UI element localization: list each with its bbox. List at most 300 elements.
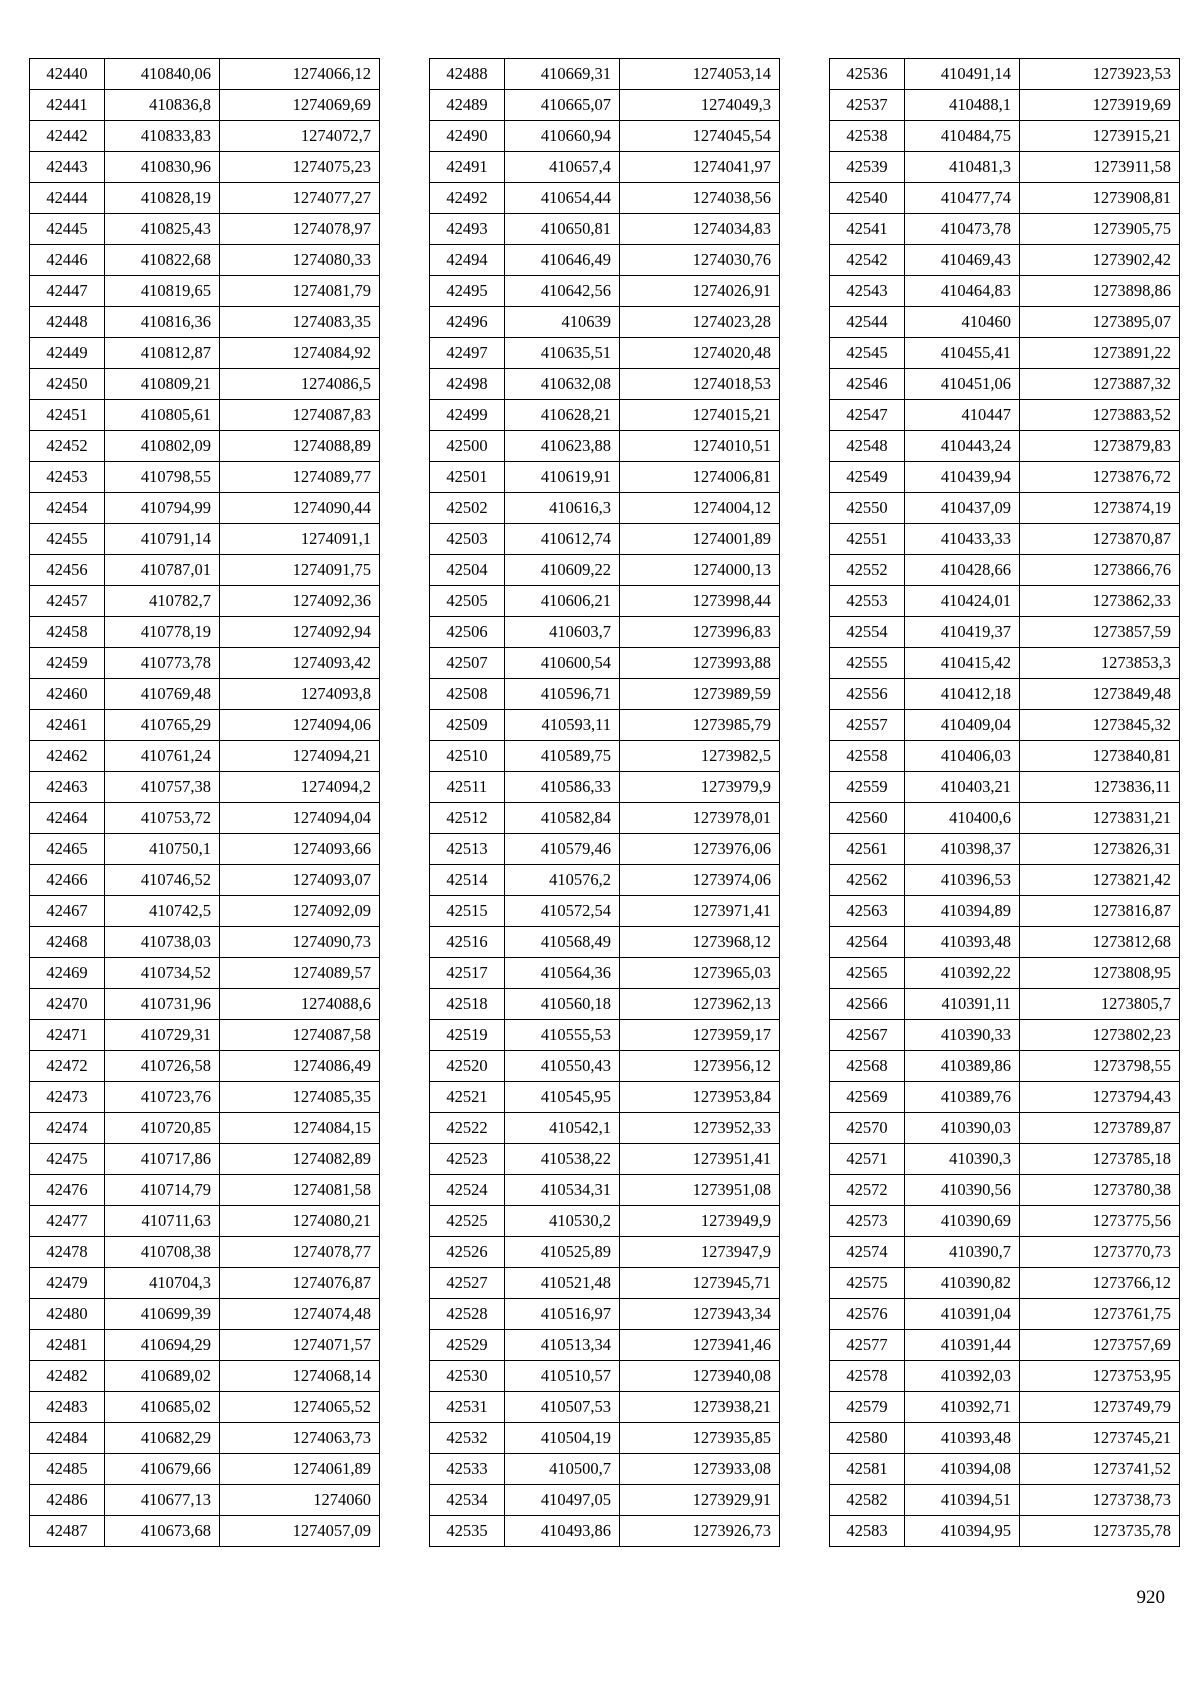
point-number-cell: 42519 [430, 1020, 505, 1051]
y-coordinate-cell: 1274034,83 [620, 214, 780, 245]
table-row [30, 214, 380, 245]
x-coordinate-cell: 410390,3 [905, 1144, 1020, 1175]
table-row [430, 1516, 780, 1547]
y-coordinate-cell: 1273874,19 [1020, 493, 1180, 524]
table-row [430, 214, 780, 245]
y-coordinate-cell: 1274053,14 [620, 59, 780, 90]
x-coordinate-cell: 410391,11 [905, 989, 1020, 1020]
y-coordinate-cell: 1273998,44 [620, 586, 780, 617]
point-number-cell: 42503 [430, 524, 505, 555]
y-coordinate-cell: 1273812,68 [1020, 927, 1180, 958]
y-coordinate-cell: 1274030,76 [620, 245, 780, 276]
table-row [430, 1051, 780, 1082]
x-coordinate-cell: 410389,76 [905, 1082, 1020, 1113]
x-coordinate-cell: 410510,57 [505, 1361, 620, 1392]
x-coordinate-cell: 410809,21 [105, 369, 220, 400]
table-row [30, 1299, 380, 1330]
y-coordinate-cell: 1273968,12 [620, 927, 780, 958]
table-row [830, 493, 1180, 524]
y-coordinate-cell: 1273826,31 [1020, 834, 1180, 865]
table-row [830, 1113, 1180, 1144]
x-coordinate-cell: 410609,22 [505, 555, 620, 586]
x-coordinate-cell: 410794,99 [105, 493, 220, 524]
y-coordinate-cell: 1273845,32 [1020, 710, 1180, 741]
x-coordinate-cell: 410572,54 [505, 896, 620, 927]
y-coordinate-cell: 1274078,97 [220, 214, 380, 245]
x-coordinate-cell: 410390,69 [905, 1206, 1020, 1237]
x-coordinate-cell: 410694,29 [105, 1330, 220, 1361]
y-coordinate-cell: 1273887,32 [1020, 369, 1180, 400]
point-number-cell: 42504 [430, 555, 505, 586]
y-coordinate-cell: 1273953,84 [620, 1082, 780, 1113]
x-coordinate-cell: 410828,19 [105, 183, 220, 214]
table-row [30, 927, 380, 958]
x-coordinate-cell: 410392,03 [905, 1361, 1020, 1392]
table-row [830, 555, 1180, 586]
x-coordinate-cell: 410396,53 [905, 865, 1020, 896]
point-number-cell: 42445 [30, 214, 105, 245]
x-coordinate-cell: 410742,5 [105, 896, 220, 927]
y-coordinate-cell: 1273951,41 [620, 1144, 780, 1175]
point-number-cell: 42555 [830, 648, 905, 679]
y-coordinate-cell: 1274089,77 [220, 462, 380, 493]
point-number-cell: 42514 [430, 865, 505, 896]
y-coordinate-cell: 1273940,08 [620, 1361, 780, 1392]
point-number-cell: 42472 [30, 1051, 105, 1082]
y-coordinate-cell: 1273745,21 [1020, 1423, 1180, 1454]
table-row [430, 896, 780, 927]
table-row [830, 400, 1180, 431]
y-coordinate-cell: 1274092,94 [220, 617, 380, 648]
point-number-cell: 42559 [830, 772, 905, 803]
point-number-cell: 42517 [430, 958, 505, 989]
x-coordinate-cell: 410628,21 [505, 400, 620, 431]
table-row [830, 1268, 1180, 1299]
x-coordinate-cell: 410746,52 [105, 865, 220, 896]
y-coordinate-cell: 1273947,9 [620, 1237, 780, 1268]
x-coordinate-cell: 410538,22 [505, 1144, 620, 1175]
x-coordinate-cell: 410576,2 [505, 865, 620, 896]
point-number-cell: 42458 [30, 617, 105, 648]
x-coordinate-cell: 410530,2 [505, 1206, 620, 1237]
point-number-cell: 42571 [830, 1144, 905, 1175]
y-coordinate-cell: 1274083,35 [220, 307, 380, 338]
y-coordinate-cell: 1274088,6 [220, 989, 380, 1020]
y-coordinate-cell: 1273982,5 [620, 741, 780, 772]
table-row [430, 152, 780, 183]
point-number-cell: 42563 [830, 896, 905, 927]
table-row [430, 431, 780, 462]
table-row [430, 369, 780, 400]
y-coordinate-cell: 1273979,9 [620, 772, 780, 803]
point-number-cell: 42568 [830, 1051, 905, 1082]
point-number-cell: 42485 [30, 1454, 105, 1485]
table-row [430, 338, 780, 369]
y-coordinate-cell: 1274092,36 [220, 586, 380, 617]
table-row [830, 679, 1180, 710]
point-number-cell: 42567 [830, 1020, 905, 1051]
point-number-cell: 42546 [830, 369, 905, 400]
table-row [430, 1330, 780, 1361]
point-number-cell: 42570 [830, 1113, 905, 1144]
y-coordinate-cell: 1274069,69 [220, 90, 380, 121]
x-coordinate-cell: 410650,81 [505, 214, 620, 245]
point-number-cell: 42543 [830, 276, 905, 307]
point-number-cell: 42529 [430, 1330, 505, 1361]
x-coordinate-cell: 410391,04 [905, 1299, 1020, 1330]
point-number-cell: 42550 [830, 493, 905, 524]
y-coordinate-cell: 1273741,52 [1020, 1454, 1180, 1485]
point-number-cell: 42518 [430, 989, 505, 1020]
y-coordinate-cell: 1274085,35 [220, 1082, 380, 1113]
table-row [830, 462, 1180, 493]
x-coordinate-cell: 410731,96 [105, 989, 220, 1020]
point-number-cell: 42544 [830, 307, 905, 338]
table-row [830, 121, 1180, 152]
table-row [30, 307, 380, 338]
x-coordinate-cell: 410819,65 [105, 276, 220, 307]
point-number-cell: 42443 [30, 152, 105, 183]
x-coordinate-cell: 410714,79 [105, 1175, 220, 1206]
table-row [30, 1237, 380, 1268]
table-row [30, 1516, 380, 1547]
table-row [830, 1516, 1180, 1547]
x-coordinate-cell: 410460 [905, 307, 1020, 338]
point-number-cell: 42498 [430, 369, 505, 400]
y-coordinate-cell: 1273938,21 [620, 1392, 780, 1423]
table-row [30, 1330, 380, 1361]
table-row [430, 1082, 780, 1113]
y-coordinate-cell: 1273794,43 [1020, 1082, 1180, 1113]
table-row [30, 865, 380, 896]
y-coordinate-cell: 1273989,59 [620, 679, 780, 710]
x-coordinate-cell: 410491,14 [905, 59, 1020, 90]
x-coordinate-cell: 410398,37 [905, 834, 1020, 865]
x-coordinate-cell: 410488,1 [905, 90, 1020, 121]
table-row [30, 1392, 380, 1423]
y-coordinate-cell: 1273805,7 [1020, 989, 1180, 1020]
table-row [430, 586, 780, 617]
table-row [30, 803, 380, 834]
x-coordinate-cell: 410729,31 [105, 1020, 220, 1051]
y-coordinate-cell: 1273802,23 [1020, 1020, 1180, 1051]
y-coordinate-cell: 1273766,12 [1020, 1268, 1180, 1299]
y-coordinate-cell: 1273965,03 [620, 958, 780, 989]
y-coordinate-cell: 1274086,5 [220, 369, 380, 400]
x-coordinate-cell: 410791,14 [105, 524, 220, 555]
x-coordinate-cell: 410679,66 [105, 1454, 220, 1485]
x-coordinate-cell: 410579,46 [505, 834, 620, 865]
point-number-cell: 42475 [30, 1144, 105, 1175]
table-row [30, 338, 380, 369]
y-coordinate-cell: 1273908,81 [1020, 183, 1180, 214]
table-row [430, 1423, 780, 1454]
point-number-cell: 42549 [830, 462, 905, 493]
y-coordinate-cell: 1273857,59 [1020, 617, 1180, 648]
x-coordinate-cell: 410769,48 [105, 679, 220, 710]
x-coordinate-cell: 410437,09 [905, 493, 1020, 524]
x-coordinate-cell: 410812,87 [105, 338, 220, 369]
y-coordinate-cell: 1274078,77 [220, 1237, 380, 1268]
table-row [830, 896, 1180, 927]
table-row [430, 90, 780, 121]
table-row [430, 834, 780, 865]
x-coordinate-cell: 410802,09 [105, 431, 220, 462]
table-row [430, 679, 780, 710]
y-coordinate-cell: 1274061,89 [220, 1454, 380, 1485]
x-coordinate-cell: 410406,03 [905, 741, 1020, 772]
x-coordinate-cell: 410589,75 [505, 741, 620, 772]
x-coordinate-cell: 410600,54 [505, 648, 620, 679]
point-number-cell: 42487 [30, 1516, 105, 1547]
x-coordinate-cell: 410646,49 [505, 245, 620, 276]
point-number-cell: 42449 [30, 338, 105, 369]
point-number-cell: 42457 [30, 586, 105, 617]
table-row [430, 1299, 780, 1330]
coordinate-table-3 [829, 58, 1180, 1547]
table-row [30, 958, 380, 989]
x-coordinate-cell: 410596,71 [505, 679, 620, 710]
point-number-cell: 42478 [30, 1237, 105, 1268]
x-coordinate-cell: 410473,78 [905, 214, 1020, 245]
table-row [430, 865, 780, 896]
y-coordinate-cell: 1273775,56 [1020, 1206, 1180, 1237]
table-row [830, 1454, 1180, 1485]
y-coordinate-cell: 1273738,73 [1020, 1485, 1180, 1516]
point-number-cell: 42444 [30, 183, 105, 214]
point-number-cell: 42562 [830, 865, 905, 896]
point-number-cell: 42486 [30, 1485, 105, 1516]
x-coordinate-cell: 410825,43 [105, 214, 220, 245]
y-coordinate-cell: 1274065,52 [220, 1392, 380, 1423]
point-number-cell: 42442 [30, 121, 105, 152]
y-coordinate-cell: 1274087,58 [220, 1020, 380, 1051]
point-number-cell: 42523 [430, 1144, 505, 1175]
point-number-cell: 42510 [430, 741, 505, 772]
point-number-cell: 42569 [830, 1082, 905, 1113]
y-coordinate-cell: 1273808,95 [1020, 958, 1180, 989]
y-coordinate-cell: 1274091,75 [220, 555, 380, 586]
point-number-cell: 42520 [430, 1051, 505, 1082]
x-coordinate-cell: 410708,38 [105, 1237, 220, 1268]
table-row [830, 989, 1180, 1020]
y-coordinate-cell: 1274038,56 [620, 183, 780, 214]
x-coordinate-cell: 410443,24 [905, 431, 1020, 462]
x-coordinate-cell: 410833,83 [105, 121, 220, 152]
y-coordinate-cell: 1273862,33 [1020, 586, 1180, 617]
point-number-cell: 42480 [30, 1299, 105, 1330]
x-coordinate-cell: 410393,48 [905, 927, 1020, 958]
point-number-cell: 42512 [430, 803, 505, 834]
x-coordinate-cell: 410787,01 [105, 555, 220, 586]
table-row [830, 1144, 1180, 1175]
table-row [30, 896, 380, 927]
x-coordinate-cell: 410507,53 [505, 1392, 620, 1423]
point-number-cell: 42506 [430, 617, 505, 648]
table-row [30, 1175, 380, 1206]
table-row [830, 1330, 1180, 1361]
x-coordinate-cell: 410822,68 [105, 245, 220, 276]
y-coordinate-cell: 1274091,1 [220, 524, 380, 555]
x-coordinate-cell: 410389,86 [905, 1051, 1020, 1082]
point-number-cell: 42483 [30, 1392, 105, 1423]
x-coordinate-cell: 410654,44 [505, 183, 620, 214]
point-number-cell: 42531 [430, 1392, 505, 1423]
y-coordinate-cell: 1274057,09 [220, 1516, 380, 1547]
y-coordinate-cell: 1274049,3 [620, 90, 780, 121]
y-coordinate-cell: 1273996,83 [620, 617, 780, 648]
point-number-cell: 42453 [30, 462, 105, 493]
table-row [30, 1020, 380, 1051]
point-number-cell: 42540 [830, 183, 905, 214]
point-number-cell: 42466 [30, 865, 105, 896]
point-number-cell: 42525 [430, 1206, 505, 1237]
x-coordinate-cell: 410464,83 [905, 276, 1020, 307]
point-number-cell: 42446 [30, 245, 105, 276]
x-coordinate-cell: 410394,08 [905, 1454, 1020, 1485]
y-coordinate-cell: 1273749,79 [1020, 1392, 1180, 1423]
point-number-cell: 42502 [430, 493, 505, 524]
y-coordinate-cell: 1273895,07 [1020, 307, 1180, 338]
x-coordinate-cell: 410513,34 [505, 1330, 620, 1361]
point-number-cell: 42558 [830, 741, 905, 772]
y-coordinate-cell: 1274001,89 [620, 524, 780, 555]
y-coordinate-cell: 1273926,73 [620, 1516, 780, 1547]
table-row [430, 1206, 780, 1237]
y-coordinate-cell: 1273816,87 [1020, 896, 1180, 927]
point-number-cell: 42581 [830, 1454, 905, 1485]
x-coordinate-cell: 410635,51 [505, 338, 620, 369]
x-coordinate-cell: 410773,78 [105, 648, 220, 679]
point-number-cell: 42499 [430, 400, 505, 431]
point-number-cell: 42497 [430, 338, 505, 369]
x-coordinate-cell: 410669,31 [505, 59, 620, 90]
y-coordinate-cell: 1274089,57 [220, 958, 380, 989]
point-number-cell: 42574 [830, 1237, 905, 1268]
table-row [430, 1485, 780, 1516]
coordinate-table-1 [29, 58, 380, 1547]
y-coordinate-cell: 1273943,34 [620, 1299, 780, 1330]
x-coordinate-cell: 410412,18 [905, 679, 1020, 710]
x-coordinate-cell: 410798,55 [105, 462, 220, 493]
y-coordinate-cell: 1273735,78 [1020, 1516, 1180, 1547]
y-coordinate-cell: 1273870,87 [1020, 524, 1180, 555]
y-coordinate-cell: 1274093,66 [220, 834, 380, 865]
x-coordinate-cell: 410632,08 [505, 369, 620, 400]
x-coordinate-cell: 410704,3 [105, 1268, 220, 1299]
point-number-cell: 42548 [830, 431, 905, 462]
x-coordinate-cell: 410805,61 [105, 400, 220, 431]
table-row [830, 183, 1180, 214]
x-coordinate-cell: 410582,84 [505, 803, 620, 834]
y-coordinate-cell: 1273952,33 [620, 1113, 780, 1144]
table-row [830, 741, 1180, 772]
point-number-cell: 42448 [30, 307, 105, 338]
x-coordinate-cell: 410761,24 [105, 741, 220, 772]
point-number-cell: 42476 [30, 1175, 105, 1206]
table-row [830, 586, 1180, 617]
x-coordinate-cell: 410469,43 [905, 245, 1020, 276]
y-coordinate-cell: 1273919,69 [1020, 90, 1180, 121]
y-coordinate-cell: 1274006,81 [620, 462, 780, 493]
point-number-cell: 42460 [30, 679, 105, 710]
x-coordinate-cell: 410493,86 [505, 1516, 620, 1547]
x-coordinate-cell: 410677,13 [105, 1485, 220, 1516]
point-number-cell: 42508 [430, 679, 505, 710]
point-number-cell: 42440 [30, 59, 105, 90]
x-coordinate-cell: 410711,63 [105, 1206, 220, 1237]
y-coordinate-cell: 1273905,75 [1020, 214, 1180, 245]
x-coordinate-cell: 410504,19 [505, 1423, 620, 1454]
x-coordinate-cell: 410390,56 [905, 1175, 1020, 1206]
y-coordinate-cell: 1273935,85 [620, 1423, 780, 1454]
point-number-cell: 42452 [30, 431, 105, 462]
x-coordinate-cell: 410782,7 [105, 586, 220, 617]
point-number-cell: 42470 [30, 989, 105, 1020]
point-number-cell: 42441 [30, 90, 105, 121]
x-coordinate-cell: 410560,18 [505, 989, 620, 1020]
table-row [30, 648, 380, 679]
x-coordinate-cell: 410415,42 [905, 648, 1020, 679]
table-row [430, 1175, 780, 1206]
x-coordinate-cell: 410521,48 [505, 1268, 620, 1299]
y-coordinate-cell: 1274063,73 [220, 1423, 380, 1454]
table-row [30, 586, 380, 617]
point-number-cell: 42566 [830, 989, 905, 1020]
point-number-cell: 42481 [30, 1330, 105, 1361]
point-number-cell: 42521 [430, 1082, 505, 1113]
table-row [830, 1051, 1180, 1082]
point-number-cell: 42461 [30, 710, 105, 741]
y-coordinate-cell: 1273959,17 [620, 1020, 780, 1051]
y-coordinate-cell: 1273985,79 [620, 710, 780, 741]
table-row [830, 276, 1180, 307]
table-row [430, 307, 780, 338]
point-number-cell: 42575 [830, 1268, 905, 1299]
point-number-cell: 42552 [830, 555, 905, 586]
table-row [30, 59, 380, 90]
y-coordinate-cell: 1274092,09 [220, 896, 380, 927]
y-coordinate-cell: 1273915,21 [1020, 121, 1180, 152]
x-coordinate-cell: 410689,02 [105, 1361, 220, 1392]
x-coordinate-cell: 410394,89 [905, 896, 1020, 927]
point-number-cell: 42491 [430, 152, 505, 183]
y-coordinate-cell: 1273883,52 [1020, 400, 1180, 431]
table-row [30, 1082, 380, 1113]
y-coordinate-cell: 1274094,2 [220, 772, 380, 803]
table-row [430, 462, 780, 493]
y-coordinate-cell: 1274081,79 [220, 276, 380, 307]
x-coordinate-cell: 410516,97 [505, 1299, 620, 1330]
table-row [30, 1485, 380, 1516]
point-number-cell: 42545 [830, 338, 905, 369]
point-number-cell: 42474 [30, 1113, 105, 1144]
point-number-cell: 42538 [830, 121, 905, 152]
point-number-cell: 42547 [830, 400, 905, 431]
point-number-cell: 42542 [830, 245, 905, 276]
x-coordinate-cell: 410400,6 [905, 803, 1020, 834]
table-row [830, 338, 1180, 369]
table-row [30, 834, 380, 865]
y-coordinate-cell: 1274088,89 [220, 431, 380, 462]
table-row [830, 369, 1180, 400]
point-number-cell: 42493 [430, 214, 505, 245]
y-coordinate-cell: 1274045,54 [620, 121, 780, 152]
x-coordinate-cell: 410433,33 [905, 524, 1020, 555]
y-coordinate-cell: 1273941,46 [620, 1330, 780, 1361]
y-coordinate-cell: 1274071,57 [220, 1330, 380, 1361]
point-number-cell: 42561 [830, 834, 905, 865]
